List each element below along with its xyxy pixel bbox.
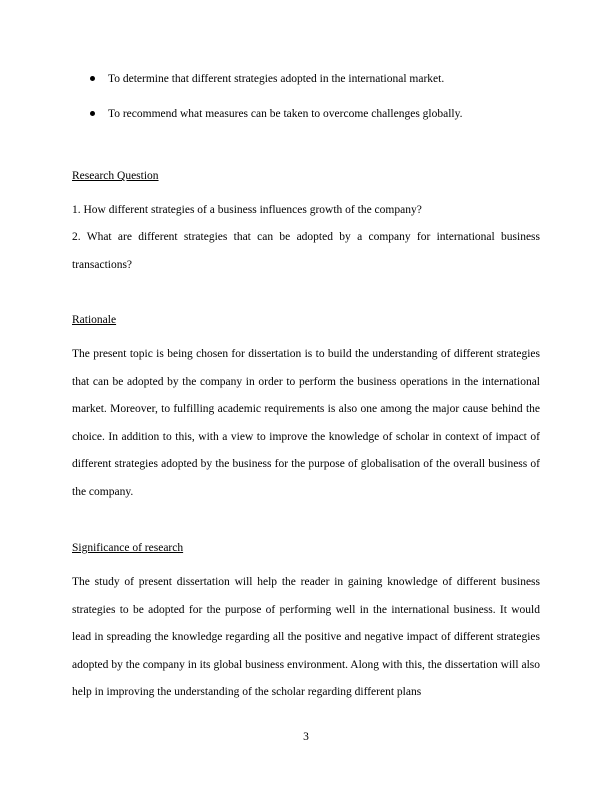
significance-paragraph: The study of present dissertation will help the reader in gaining knowledge of different business strategies to be adopted for the purpose of performing well in the international business. It would lead in spreading the knowledge regarding all the positive and negative impact of different strategies adopted by the company in its global business environment. Along with this, the dissertation will also help in improving the understanding of the scholar regarding different plans xyxy=(72,576,540,698)
page-number: 3 xyxy=(303,731,309,743)
objective-text: To recommend what measures can be taken to overcome challenges globally. xyxy=(108,108,463,120)
research-question-heading: Research Question xyxy=(72,170,159,182)
research-question-1: 1. How different strategies of a business influences growth of the company? xyxy=(72,204,422,216)
significance-heading: Significance of research xyxy=(72,542,184,554)
objective-text: To determine that different strategies adopted in the international market. xyxy=(108,73,445,85)
bullet-icon xyxy=(90,111,95,116)
objective-item xyxy=(72,107,540,121)
research-question-2: 2. What are different strategies that can be adopted by a company for international business transactions? xyxy=(72,231,540,271)
rationale-paragraph: The present topic is being chosen for dissertation is to build the understanding of different strategies that can be adopted by the company in order to perform the business operations in the international market. Moreover, to fulfilling academic requirements is also one among the major cause behind the choice. In addition to this, with a view to improve the knowledge of scholar in context of impact of different strategies adopted by the business for the purpose of globalisation of the overall business of the company. xyxy=(72,348,540,498)
objectives-list xyxy=(72,72,540,121)
objective-item xyxy=(72,72,540,86)
rationale-heading: Rationale xyxy=(72,314,117,326)
bullet-icon xyxy=(90,76,95,81)
